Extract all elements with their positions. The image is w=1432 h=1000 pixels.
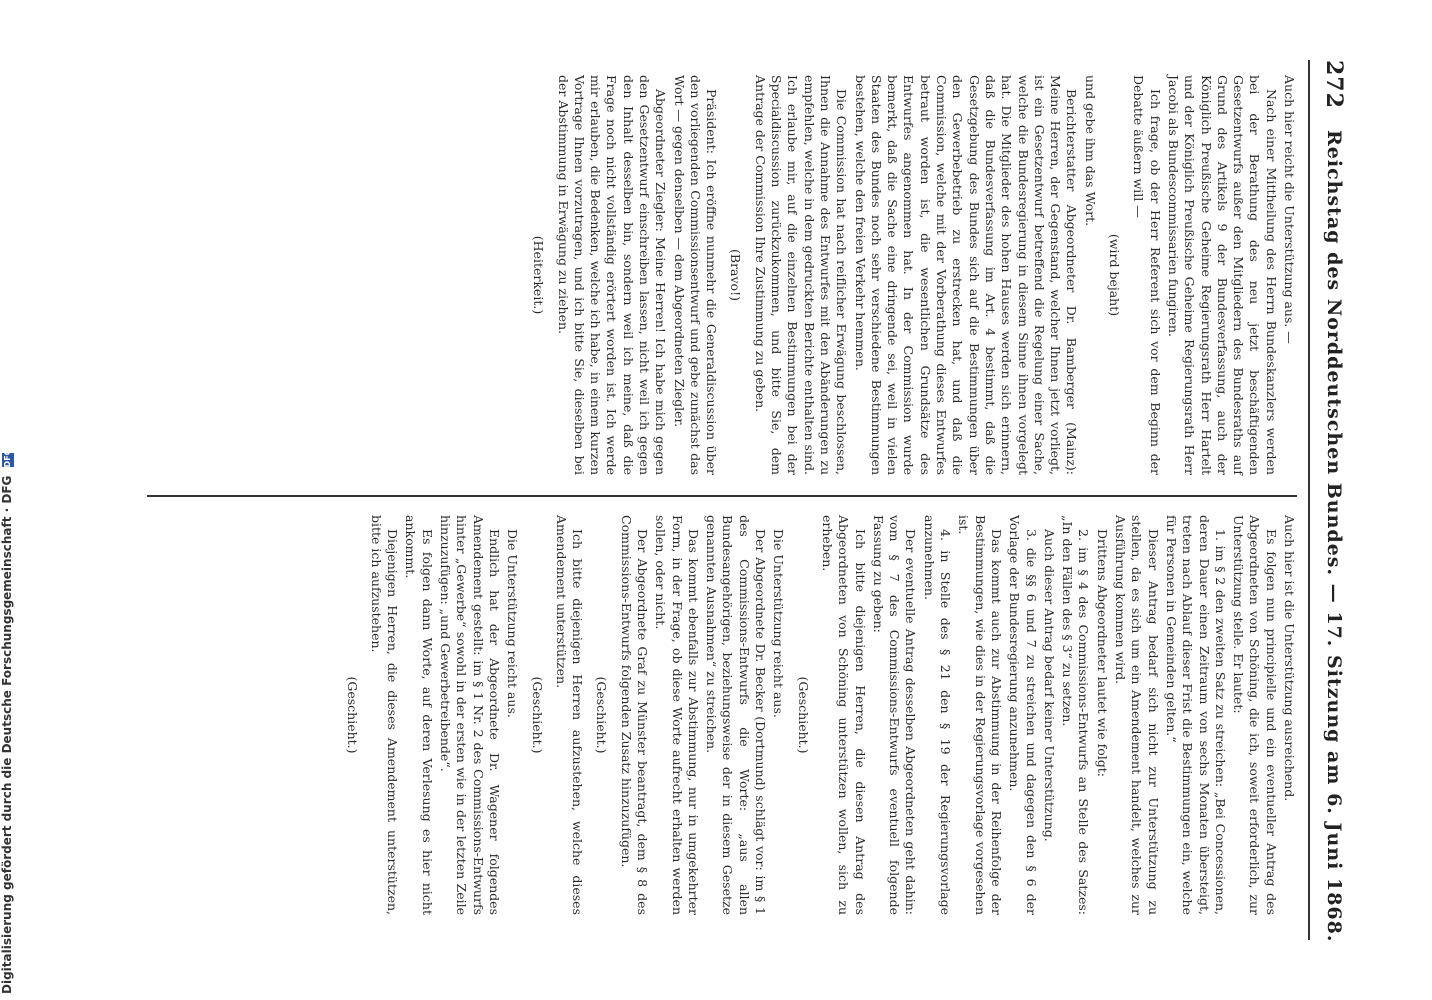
paragraph: Auch dieser Antrag bedarf keiner Unterstützung. [1041, 529, 1057, 842]
paragraph: Das kommt auch zur Abstimmung in der Reihenfolge der Bestimmungen, wie dies in der Regierungsvorlage vorgesehen ist. [956, 515, 1004, 915]
column-divider [147, 495, 1297, 497]
paragraph: Ich frage, ob der Herr Referent sich vor dem Beginn der Debatte äußern will — [1131, 75, 1163, 475]
paragraph: 3. die §§ 6 und 7 zu streichen und dagegen den § 6 der Vorlage der Bundesregierung anzunehmen. [1007, 515, 1039, 915]
paragraph: Der Abgeordnete Dr. Becker (Dortmund) schlägt vor: im § 1 des Commissions-Entwurfs die Worte: „aus allen Bundesangehörigen, beziehungsweise der in diesem Gesetze genannten Ausnahmen“ zu streichen. [704, 515, 769, 915]
paragraph: Die Unterstützung reicht aus. [505, 529, 521, 718]
paragraph: und gebe ihm das Wort. [1082, 75, 1098, 227]
paragraph: Es folgen dann Worte, auf deren Verlesung es hier nicht ankommt. [403, 515, 435, 915]
paragraph: Dieser Antrag bedarf sich nicht zur Unterstützung zu stellen, da es sich um ein Amendement handelt, welches zur Ausführung kommen wird. [1113, 515, 1161, 915]
stage-direction: (Heiterkeit.) [531, 235, 547, 315]
dfg-attribution [0, 0, 20, 994]
paragraph: 4. in Stelle des § 21 den § 19 der Regierungsvorlage anzunehmen. [921, 515, 954, 915]
stage-direction: (Geschieht.) [594, 676, 610, 754]
paragraph: Der eventuelle Antrag desselben Abgeordneten geht dahin: vom § 7 des Commissions-Entwurfs eventuell folgende Fassung zu geben: [870, 515, 919, 915]
speech: Abgeordneter Ziegler: Meine Herren! Ich habe mich gegen den Gesetzentwurf einschreiben lassen, nicht weil ich gegen den Inhalt desselben bin, sondern weil ich meine, daß die Frage noch nicht vollständig erörtert worden ist. Ich werde mir erlauben, die Bedenken, welche ich habe, in einem kurzen Vortrage Ihnen vorzutragen, und ich bitte Sie, dieselben bei der Abstimmung in Erwägung zu ziehen. [555, 75, 669, 475]
dfg-attribution-text: Digitalisierung gefördert durch die Deutsche Forschungsgemeinschaft · DFG [0, 475, 14, 994]
text-column-1 [531, 75, 1297, 475]
paragraph: 2. im § 4 des Commissions-Entwurfs an Stelle des Satzes: „In den Fällen des § 3“ zu setzen. [1060, 515, 1092, 915]
stage-direction: (Bravo!) [728, 249, 744, 301]
page-number: 272 [1321, 60, 1347, 109]
stage-direction: (Geschieht.) [529, 676, 545, 754]
paragraph: Diejenigen Herren, die dieses Amendement unterstützen, bitte ich aufzustehen. [368, 515, 401, 915]
paragraph: Auch hier ist die Unterstützung ausreichend. [1282, 515, 1297, 802]
paragraph: Der Abgeordnete Graf zu Münster beantragt, dem § 8 des Commissions-Entwurfs folgenden Zusatz hinzuzufügen. [618, 515, 651, 915]
paragraph: Nach einer Mittheilung des Herrn Bundeskanzlers werden bei der Berathung des neu jetzt beschäftigenden Gesetzentwurfs außer den Mitgliedern des Bundesraths auf Grund des Artikels 9 der Bundesverfassung, auch der Königlich Preußische Geheime Regierungsrath Herr Hartelt und der Königlich Preußische Geheime Regierungsrath Herr Jacobi als Bundescommissarien fungiren. [1165, 75, 1279, 475]
header-rule [1308, 60, 1310, 940]
stage-direction: (Geschieht.) [344, 676, 360, 754]
stage-direction: (Geschieht.) [795, 676, 811, 754]
paragraph: Es folgen nun principielle und ein eventueller Antrag des Abgeordneten von Schöning, die ich, soweit erforderlich, zur Unterstützung stelle. Er lautet: [1231, 515, 1279, 915]
speech: Die Commission hat nach reiflicher Erwägung beschlossen, Ihnen die Annahme des Entwurfes mit den Abänderungen zu empfehlen, welche in dem gedruckten Berichte enthalten sind. Ich erlaube mir, auf die einzelnen Bestimmungen bei der Specialdiscussion zurückzukommen, und bitte Sie, dem Antrage der Commission Ihre Zustimmung zu geben. [752, 75, 850, 475]
paragraph: Auch hier reicht die Unterstützung aus. — [1282, 75, 1297, 344]
paragraph: Ich bitte diejenigen Herren aufzustehen, welche dieses Amendement unterstützen. [553, 515, 586, 915]
running-title: Reichstag des Norddeutschen Bundes. — 17. Sitzung am 6. Juni 1868. [1323, 130, 1345, 943]
paragraph: Präsident: Ich eröffne nunmehr die Generaldiscussion über den vorliegenden Commissionsentwurf und gebe zunächst das Wort — gegen denselben — dem Abgeordneten Ziegler. [671, 75, 720, 475]
paragraph: Die Unterstützung reicht aus. [771, 529, 787, 718]
paragraph: Das kommt ebenfalls zur Abstimmung, nur in umgekehrter Form, in der Frage, ob diese Worte aufrecht erhalten werden sollen, oder nicht. [653, 515, 701, 915]
speech: Berichterstatter Abgeordneter Dr. Bamberger (Mainz): Meine Herren, der Gegenstand, welcher Ihnen jetzt vorliegt, ist ein Gesetzentwurf betreffend die Regelung einer Sache, welche die Bundesregierung in diesem Sinne ihnen vorgelegt hat. Die Mitglieder des hohen Hauses werden sich erinnern, daß die Bundesverfassung im Art. 4 bestimmt, daß die Gesetzgebung des Bundes sich auf die Bestimmungen über den Gewerbebetrieb zu erstrecken hat, und daß die Commission, welche mit der Vorberathung dieses Entwurfes betraut worden ist, die wesentlichen Grundsätze des Entwurfes angenommen hat. In der Commission wurde bemerkt, daß die Sache eine dringende sei, weil in vielen Staaten des Bundes noch sehr verschiedene Bestimmungen bestehen, welche den freien Verkehr hemmen. [852, 75, 1080, 475]
paragraph: Endlich hat der Abgeordnete Dr. Wagener folgendes Amendement gestellt: im § 1 Nr. 2 des Commissions-Entwurfs hinter „Gewerbe“ sowohl in der ersten wie in der letzten Zeile hinzuzufügen: „und Gewerbetreibende“. [438, 515, 502, 915]
paragraph: 1. im § 2 den zweiten Satz zu streichen: „Bei Concessionen, deren Dauer einen Zeitraum von sechs Monaten übersteigt, treten nach Ablauf dieser Frist die Bestimmungen ein, welche für Personen in Gemeinden gelten.“ [1163, 515, 1228, 915]
paragraph: Drittens Abgeordneter lautet wie folgt: [1094, 529, 1110, 777]
paragraph: Ich bitte diejenigen Herren, die diesen Antrag des Abgeordneten von Schöning unterstützen wollen, sich zu erheben. [819, 515, 868, 915]
page-header [1307, 60, 1347, 960]
dfg-logo-icon: DFG [2, 448, 12, 468]
stage-direction: (wird bejaht) [1107, 233, 1123, 317]
text-column-2 [344, 515, 1297, 915]
